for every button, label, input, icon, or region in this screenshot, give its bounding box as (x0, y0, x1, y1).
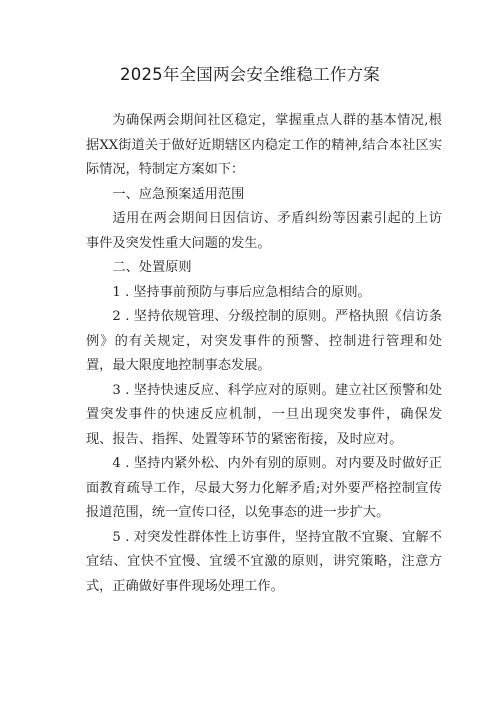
intro-paragraph: 为确保两会期间社区稳定，掌握重点人群的基本情况,根据XX街道关于做好近期辖区内稳定工作的精神,结合本社区实际情况，特制定方案如下： (86, 113, 442, 177)
principle-item-1: 1 . 坚持事前预防与事后应急相结合的原则。 (112, 284, 371, 300)
principle-item-5: 5 . 对突发性群体性上访事件，坚持宜散不宜聚、宜解不宜结、宜快不宜慢、宜缓不宜激的原则，讲究策略，注意方式，正确做好事件现场处理工作。 (86, 529, 442, 594)
section-body-scope: 适用在两会期间日因信访、矛盾纠纷等因素引起的上访事件及突发性重大问题的发生。 (86, 211, 442, 251)
principle-item-4: 4 . 坚持内紧外松、内外有别的原则。对内要及时做好正面教育疏导工作，尽最大努力化解矛盾;对外要严格控制宣传报道范围，统一宣传口径，以免事态的进一步扩大。 (86, 456, 442, 520)
section-heading-scope: 一、应急预案适用范围 (112, 186, 245, 202)
section-heading-principles: 二、处置原则 (112, 260, 192, 275)
document-title: 2025年全国两会安全维稳工作方案 (120, 65, 380, 84)
principle-item-2: 2 . 坚持依规管理、分级控制的原则。严格执照《信访条例》的有关规定，对突发事件的预警、控制进行管理和处置，最大限度地控制事态发展。 (86, 309, 442, 373)
principle-item-3: 3 . 坚持快速反应、科学应对的原则。建立社区预警和处置突发事件的快速反应机制，一旦出现突发事件，确保发现、报告、指挥、处置等环节的紧密衔接，及时应对。 (86, 382, 442, 447)
